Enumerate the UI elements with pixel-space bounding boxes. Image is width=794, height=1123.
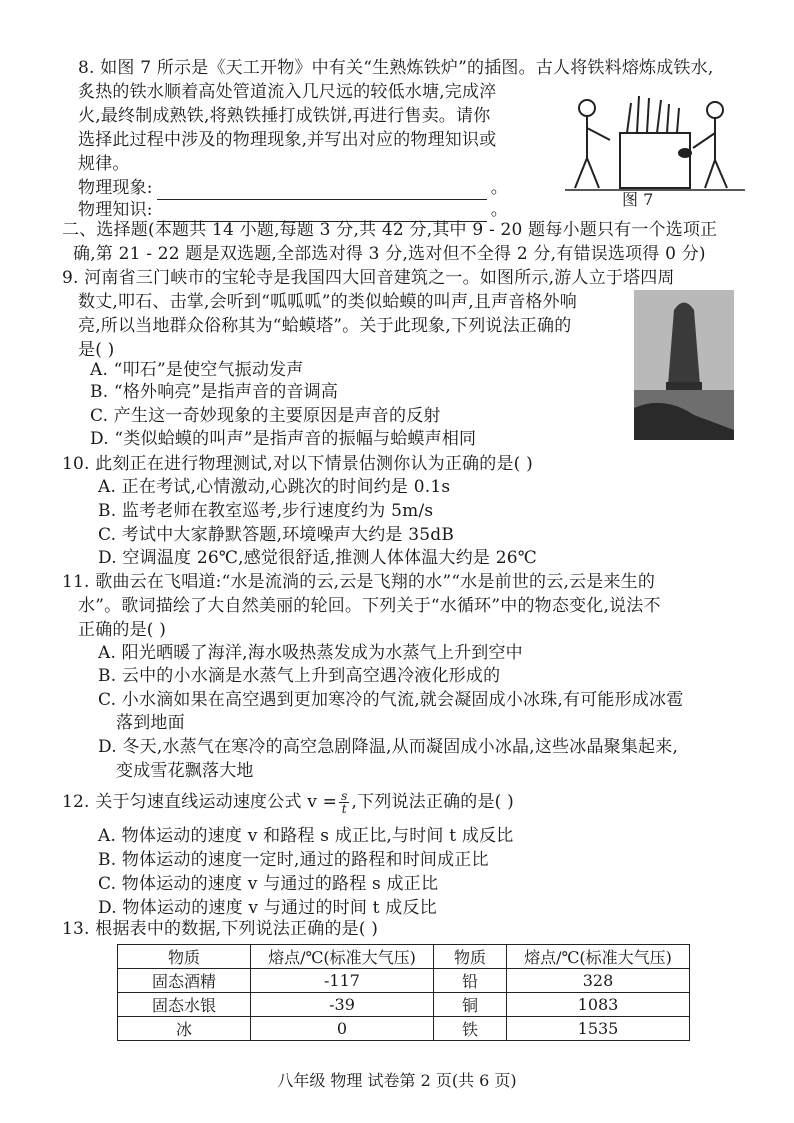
q12-option-d: D. 物体运动的速度 v 与通过的时间 t 成反比 [98, 898, 437, 918]
q12-stem [62, 790, 514, 815]
q11-line-3: 正确的是( ) [78, 620, 167, 640]
table-cell: 固态水银 [118, 993, 251, 1017]
q9-line-1: 9. 河南省三门峡市的宝轮寺是我国四大回音建筑之一。如图所示,游人立于塔四周 [62, 268, 675, 288]
q8-line-4: 选择此过程中涉及的物理现象,并写出对应的物理知识或 [78, 130, 497, 150]
table-cell: 冰 [118, 1017, 251, 1041]
q11-line-1: 11. 歌曲云在飞唱道:“水是流淌的云,云是飞翔的水”“水是前世的云,云是来生的 [62, 572, 656, 592]
q9-option-a: A. “叩石”是使空气振动发声 [90, 360, 304, 380]
knowledge-end: 。 [490, 200, 508, 220]
section-2-heading-line-2: 确,第 21 - 22 题是双选题,全部选对得 3 分,选对但不全得 2 分,有错误选项得 0 分) [73, 244, 706, 264]
page-footer: 八年级 物理 试卷第 2 页(共 6 页) [277, 1071, 517, 1090]
table-cell: 328 [507, 969, 690, 993]
q12-option-a: A. 物体运动的速度 v 和路程 s 成正比,与时间 t 成反比 [98, 826, 514, 846]
q8-line-1: 8. 如图 7 所示是《天工开物》中有关“生熟炼铁炉”的插图。古人将铁料熔炼成铁水, [78, 58, 714, 78]
q11-option-d: D. 冬天,水蒸气在寒冷的高空急剧降温,从而凝固成小冰晶,这些冰晶聚集起来, [98, 737, 679, 757]
table-header-row [118, 945, 690, 969]
table-cell: 1083 [507, 993, 690, 1017]
table-row [118, 993, 690, 1017]
q9-option-b: B. “格外响亮”是指声音的音调高 [90, 382, 339, 402]
figure-7-caption: 图 7 [622, 190, 654, 209]
section-2-heading-line-1: 二、选择题(本题共 14 小题,每题 3 分,共 42 分,其中 9 - 20 题每小题只有一个选项正 [62, 220, 718, 240]
table-row [118, 1017, 690, 1041]
q9-line-4: 是( ) [78, 340, 115, 360]
q11-option-c-cont: 落到地面 [116, 713, 185, 733]
q11-option-c: C. 小水滴如果在高空遇到更加寒冷的气流,就会凝固成小冰珠,有可能形成冰雹 [98, 690, 684, 710]
q12-option-c: C. 物体运动的速度 v 与通过的路程 s 成正比 [98, 874, 439, 894]
q11-option-b: B. 云中的小水滴是水蒸气上升到高空遇冷液化形成的 [98, 666, 501, 686]
table-cell: -39 [251, 993, 434, 1017]
phenomenon-label: 物理现象: [78, 178, 153, 198]
q9-option-c: C. 产生这一奇妙现象的主要原因是声音的反射 [90, 406, 441, 426]
q10-option-d: D. 空调温度 26℃,感觉很舒适,推测人体体温大约是 26℃ [98, 548, 537, 568]
q11-option-d-cont: 变成雪花飘落大地 [116, 761, 254, 781]
table-cell: 固态酒精 [118, 969, 251, 993]
q13-stem: 13. 根据表中的数据,下列说法正确的是( ) [62, 919, 379, 939]
header-substance-1: 物质 [118, 945, 251, 969]
q8-line-3: 火,最终制成熟铁,将熟铁捶打成铁饼,再进行售卖。请你 [78, 106, 491, 126]
q10-option-a: A. 正在考试,心情激动,心跳次的时间约是 0.1s [98, 477, 451, 497]
q10-stem: 10. 此刻正在进行物理测试,对以下情景估测你认为正确的是( ) [62, 454, 533, 474]
table-cell: 1535 [507, 1017, 690, 1041]
furnace-illustration [565, 78, 745, 198]
q12-option-b: B. 物体运动的速度一定时,通过的路程和时间成正比 [98, 850, 489, 870]
q11-line-2: 水”。歌词描绘了大自然美丽的轮回。下列关于“水循环”中的物态变化,说法不 [78, 596, 661, 616]
q8-line-2: 炙热的铁水顺着高处管道流入几尺远的较低水塘,完成淬 [78, 82, 497, 102]
q12-stem-post: ,下列说法正确的是( ) [351, 792, 514, 812]
q12-stem-pre: 12. 关于匀速直线运动速度公式 v = [62, 792, 338, 812]
table-row [118, 969, 690, 993]
q8-phenomenon-row [78, 176, 508, 200]
header-melting-point-1: 熔点/℃(标准大气压) [251, 945, 434, 969]
table-cell: 0 [251, 1017, 434, 1041]
table-cell: 铁 [434, 1017, 507, 1041]
q8-line-5: 规律。 [78, 154, 130, 174]
fraction-numerator: s [341, 789, 348, 803]
melting-point-table [117, 944, 690, 1041]
q9-line-2: 数丈,叩石、击掌,会听到“呱呱呱”的类似蛤蟆的叫声,且声音格外响 [78, 292, 577, 312]
velocity-formula-fraction [339, 790, 349, 815]
q10-option-c: C. 考试中大家静默答题,环境噪声大约是 35dB [98, 525, 455, 545]
header-substance-2: 物质 [434, 945, 507, 969]
phenomenon-end: 。 [490, 178, 508, 198]
fraction-denominator: t [341, 802, 347, 816]
q11-option-a: A. 阳光晒暖了海洋,海水吸热蒸发成为水蒸气上升到空中 [98, 643, 523, 663]
table-cell: -117 [251, 969, 434, 993]
knowledge-label: 物理知识: [78, 200, 153, 220]
header-melting-point-2: 熔点/℃(标准大气压) [507, 945, 690, 969]
q9-option-d: D. “类似蛤蟆的叫声”是指声音的振幅与蛤蟆声相同 [90, 429, 477, 449]
pagoda-photo [634, 290, 734, 440]
q9-line-3: 亮,所以当地群众俗称其为“蛤蟆塔”。关于此现象,下列说法正确的 [78, 316, 572, 336]
q10-option-b: B. 监考老师在教室巡考,步行速度约为 5m/s [98, 501, 434, 521]
table-cell: 铅 [434, 969, 507, 993]
table-cell: 铜 [434, 993, 507, 1017]
